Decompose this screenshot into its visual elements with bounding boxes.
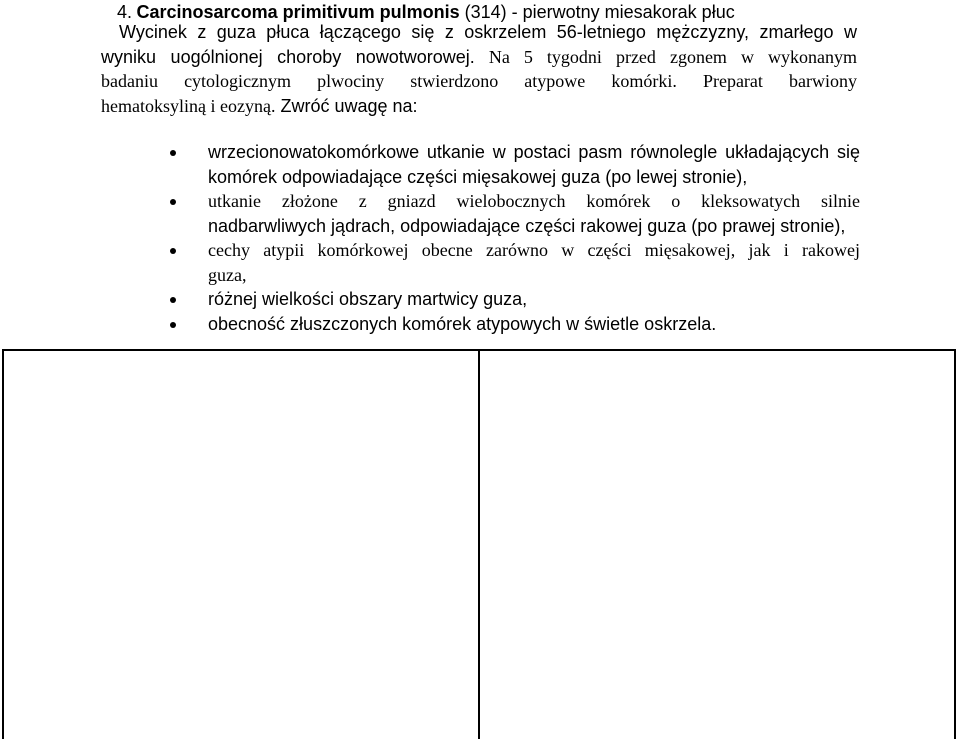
list-item-line: utkanie złożone z gniazd wielobocznych komórek o kleksowatych silnie — [208, 191, 860, 211]
list-item-line: różnej wielkości obszary martwicy guza, — [208, 289, 528, 309]
intro-line-part: hematoksyliną i eozyną. — [101, 95, 276, 116]
intro-line — [101, 45, 857, 70]
bullet-icon — [170, 150, 176, 156]
list-item-line: guza, — [208, 264, 247, 285]
bullet-icon — [170, 297, 176, 303]
list-item — [170, 189, 860, 238]
list-item — [170, 238, 860, 287]
intro-line: badaniu cytologicznym plwociny stwierdzono atypowe komórki. Preparat barwiony — [101, 71, 857, 91]
intro-paragraph — [101, 20, 857, 118]
bullet-icon — [170, 322, 176, 328]
exercise-subtitle: (314) - pierwotny miesakorak płuc — [459, 2, 735, 22]
list-item-line: wrzecionowatokomórkowe utkanie w postaci pasm równolegle układających się — [208, 142, 860, 162]
intro-line: Wycinek z guza płuca łączącego się z oskrzelem 56-letniego mężczyzny, zmarłego w — [119, 22, 857, 42]
intro-line-part: wyniku uogólnionej choroby nowotworowej. — [101, 46, 475, 67]
list-item — [170, 287, 860, 312]
intro-line-part: Zwróć uwagę na: — [275, 95, 418, 116]
intro-line — [101, 94, 857, 119]
intro-line-part: Na 5 tygodni przed zgonem w wykonanym — [474, 46, 857, 67]
list-item-line: obecność złuszczonych komórek atypowych w świetle oskrzela. — [208, 313, 717, 334]
panel-divider — [478, 351, 480, 739]
list-item-line: cechy atypii komórkowej obecne zarówno w części mięsakowej, jak i rakowej — [208, 240, 860, 260]
observation-list — [170, 140, 860, 336]
bullet-icon — [170, 199, 176, 205]
list-item — [170, 312, 860, 337]
image-panels-frame — [2, 349, 956, 739]
exercise-title: Carcinosarcoma primitivum pulmonis — [136, 2, 460, 22]
list-item — [170, 140, 860, 189]
list-item-line: komórek odpowiadające części mięsakowej guza (po lewej stronie), — [208, 166, 748, 187]
exercise-number: 4. — [117, 2, 133, 22]
bullet-icon — [170, 248, 176, 254]
list-item-line: nadbarwliwych jądrach, odpowiadające części rakowej guza (po prawej stronie), — [208, 215, 846, 236]
